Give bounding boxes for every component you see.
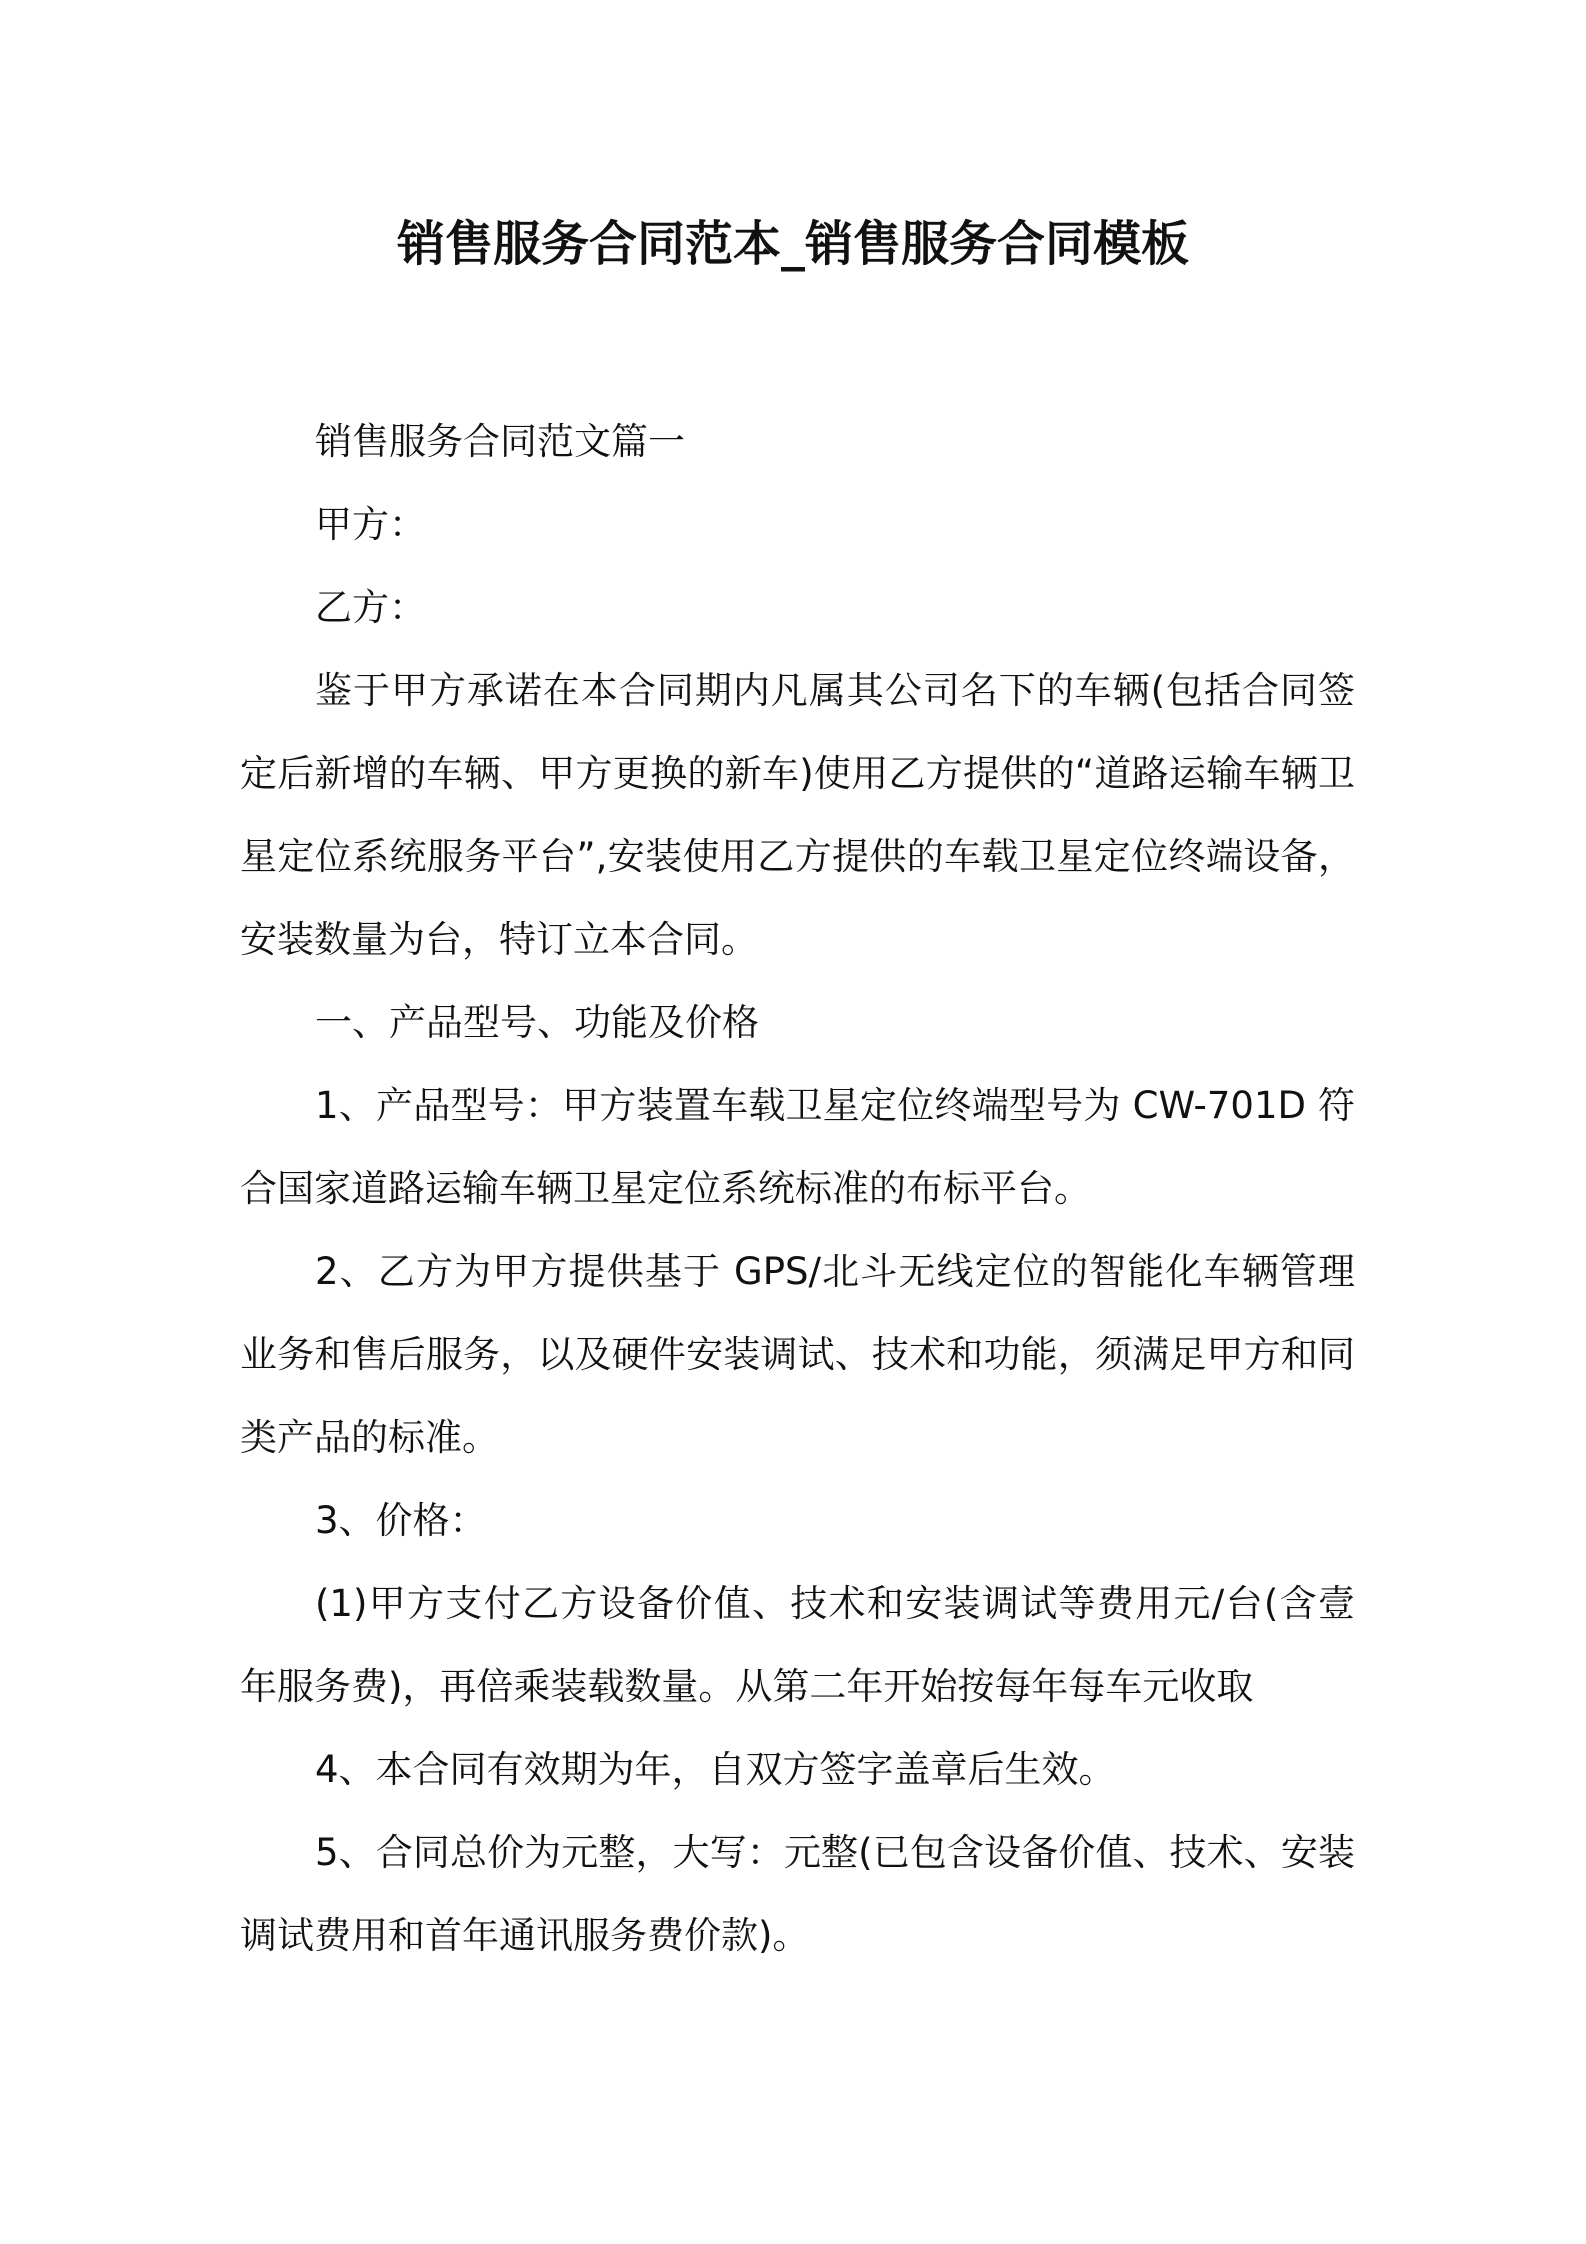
document-body: [240, 400, 1355, 1977]
clause-item-5: 5、合同总价为元整，大写：元整(已包含设备价值、技术、安装调试费用和首年通讯服务费价款)。: [240, 1831, 1355, 1957]
clause-item-4: 4、本合同有效期为年，自双方签字盖章后生效。: [315, 1748, 1116, 1791]
clause-subitem-1: (1)甲方支付乙方设备价值、技术和安装调试等费用元/台(含壹年服务费)，再倍乘装载数量。从第二年开始按每年每车元收取: [240, 1582, 1355, 1708]
document-title: 销售服务合同范本_销售服务合同模板: [396, 216, 1189, 272]
clause-item-1: 1、产品型号：甲方装置车载卫星定位终端型号为 CW-701D 符合国家道路运输车辆卫星定位系统标准的布标平台。: [240, 1084, 1355, 1210]
clause-item-2: 2、乙方为甲方提供基于 GPS/北斗无线定位的智能化车辆管理业务和售后服务，以及硬件安装调试、技术和功能，须满足甲方和同类产品的标准。: [240, 1250, 1355, 1459]
section-heading: 销售服务合同范文篇一: [315, 420, 685, 463]
party-b-label: 乙方：: [315, 586, 426, 629]
preamble-paragraph: 鉴于甲方承诺在本合同期内凡属其公司名下的车辆(包括合同签定后新增的车辆、甲方更换的新车)使用乙方提供的“道路运输车辆卫星定位系统服务平台”,安装使用乙方提供的车载卫星定位终端设备，安装数量为台，特订立本合同。: [240, 669, 1355, 961]
party-a-label: 甲方：: [315, 503, 426, 546]
clause-heading-1: 一、产品型号、功能及价格: [315, 1001, 759, 1044]
clause-item-3: 3、价格：: [315, 1499, 487, 1542]
